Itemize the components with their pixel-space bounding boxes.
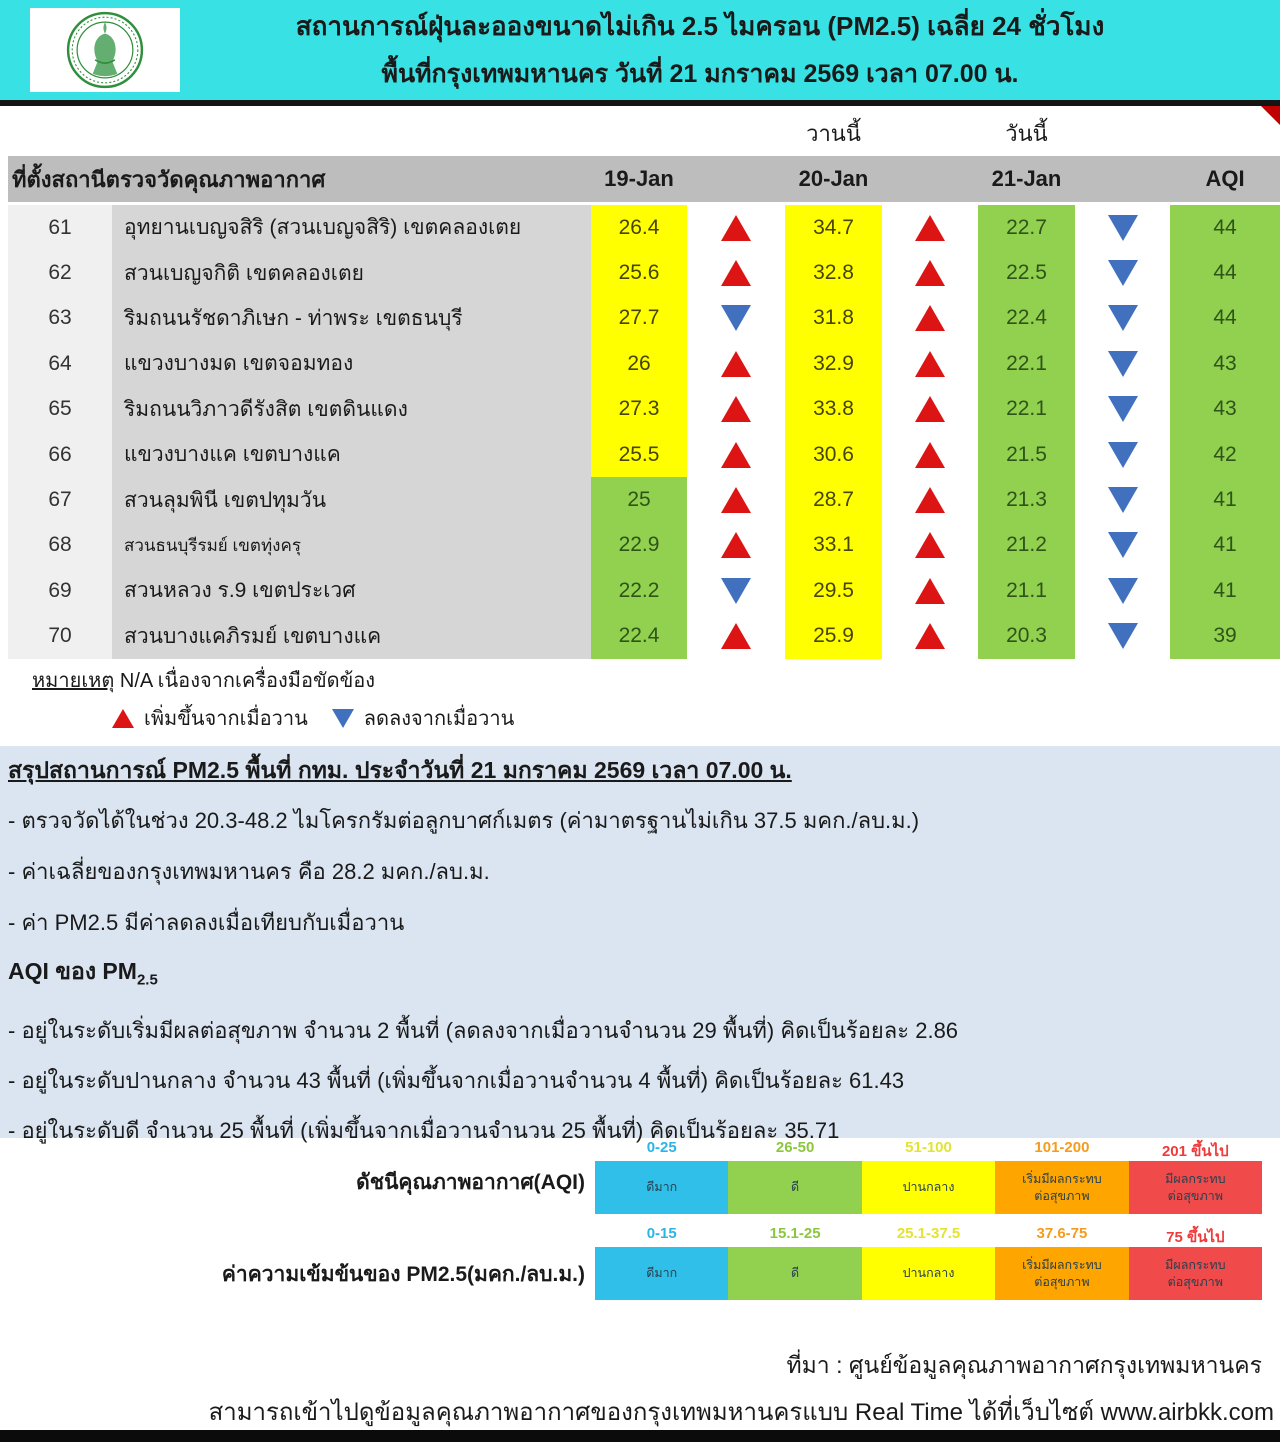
scale-range-label: 15.1-25 bbox=[769, 1225, 821, 1242]
report-title-line2: พื้นที่กรุงเทพมหานคร วันที่ 21 มกราคม 2569 เวลา 07.00 น. bbox=[381, 59, 1019, 88]
scale-segment: ปานกลาง bbox=[862, 1161, 995, 1214]
down-triangle-icon bbox=[1108, 260, 1138, 286]
aqi-value: 43 bbox=[1170, 341, 1280, 386]
station-number: 68 bbox=[8, 523, 112, 568]
up-triangle-icon bbox=[721, 487, 751, 513]
legend-up-label: เพิ่มขึ้นจากเมื่อวาน bbox=[144, 708, 308, 730]
up-triangle-icon bbox=[915, 487, 945, 513]
table-row bbox=[8, 523, 1280, 568]
aqi-bullet-3: - อยู่ในระดับดี จำนวน 25 พื้นที่ (เพิ่มขึ้นจากเมื่อวานจำนวน 25 พื้นที่) คิดเป็นร้อยละ 35.71 bbox=[8, 1117, 840, 1143]
column-header-21jan: 21-Jan bbox=[991, 166, 1062, 191]
up-triangle-icon bbox=[915, 578, 945, 604]
value-21jan: 21.2 bbox=[978, 523, 1075, 568]
scale-segment: ดี bbox=[728, 1247, 861, 1300]
value-19jan: 22.9 bbox=[591, 523, 687, 568]
value-19jan: 25.5 bbox=[591, 432, 687, 477]
pm25-scale-label: ค่าความเข้มข้นของ PM2.5(มคก./ลบ.ม.) bbox=[221, 1263, 585, 1286]
summary-panel bbox=[0, 746, 1280, 1143]
down-triangle-icon bbox=[1108, 305, 1138, 331]
note-text: N/A เนื่องจากเครื่องมือขัดข้อง bbox=[114, 670, 376, 692]
station-number: 70 bbox=[8, 614, 112, 659]
down-triangle-icon bbox=[1108, 351, 1138, 377]
scale-range-label: 0-15 bbox=[646, 1225, 677, 1242]
down-triangle-icon bbox=[1108, 532, 1138, 558]
scale-segment: ดี bbox=[728, 1161, 861, 1214]
scale-segment: เริ่มมีผลกระทบ ต่อสุขภาพ bbox=[995, 1247, 1128, 1300]
value-21jan: 22.7 bbox=[978, 205, 1075, 250]
down-triangle-icon bbox=[1108, 578, 1138, 604]
station-name: สวนหลวง ร.9 เขตประเวศ bbox=[112, 568, 591, 613]
station-number: 65 bbox=[8, 387, 112, 432]
down-triangle-icon bbox=[1108, 487, 1138, 513]
column-header-20jan: 20-Jan bbox=[798, 166, 869, 191]
scale-range-label: 75 ขึ้นไป bbox=[1166, 1229, 1225, 1246]
down-triangle-icon bbox=[1108, 623, 1138, 649]
value-21jan: 22.4 bbox=[978, 296, 1075, 341]
value-19jan: 22.2 bbox=[591, 568, 687, 613]
scale-range-label: 101-200 bbox=[1034, 1139, 1090, 1156]
down-triangle-icon bbox=[1108, 396, 1138, 422]
column-header-station: ที่ตั้งสถานีตรวจวัดคุณภาพอากาศ bbox=[12, 166, 326, 192]
station-name: แขวงบางมด เขตจอมทอง bbox=[112, 341, 591, 386]
table-row bbox=[8, 205, 1280, 250]
scale-range-label: 25.1-37.5 bbox=[896, 1225, 961, 1242]
aqi-section-heading: AQI ของ $PM_{2.5}$ bbox=[8, 958, 158, 989]
table-row bbox=[8, 432, 1280, 477]
up-triangle-icon bbox=[915, 396, 945, 422]
value-19jan: 25.6 bbox=[591, 250, 687, 295]
scale-segment: เริ่มมีผลกระทบ ต่อสุขภาพ bbox=[995, 1161, 1128, 1214]
summary-bullet-1: - ตรวจวัดได้ในช่วง 20.3-48.2 ไมโครกรัมต่อลูกบาศก์เมตร (ค่ามาตรฐานไม่เกิน 37.5 มคก./ลบ.ม.) bbox=[8, 808, 920, 833]
table-row bbox=[8, 250, 1280, 295]
aqi-value: 44 bbox=[1170, 296, 1280, 341]
up-triangle-icon bbox=[915, 260, 945, 286]
value-20jan: 33.1 bbox=[785, 523, 882, 568]
day-super-header-row bbox=[8, 112, 1280, 154]
station-name: อุทยานเบญจสิริ (สวนเบญจสิริ) เขตคลองเตย bbox=[112, 205, 591, 250]
up-triangle-icon bbox=[915, 442, 945, 468]
scale-range-label: 51-100 bbox=[905, 1139, 952, 1156]
station-name: ริมถนนวิภาวดีรังสิต เขตดินแดง bbox=[112, 387, 591, 432]
up-triangle-icon bbox=[915, 305, 945, 331]
aqi-value: 43 bbox=[1170, 387, 1280, 432]
scale-range-label: 26-50 bbox=[775, 1139, 815, 1156]
value-20jan: 31.8 bbox=[785, 296, 882, 341]
value-20jan: 32.8 bbox=[785, 250, 882, 295]
station-name: ริมถนนรัชดาภิเษก - ท่าพระ เขตธนบุรี bbox=[112, 296, 591, 341]
note-label: หมายเหตุ bbox=[32, 670, 115, 692]
station-number: 63 bbox=[8, 296, 112, 341]
value-20jan: 34.7 bbox=[785, 205, 882, 250]
station-name: สวนลุมพินี เขตปทุมวัน bbox=[112, 477, 591, 522]
note-line bbox=[32, 664, 375, 696]
aqi-bullet-1: - อยู่ในระดับเริ่มมีผลต่อสุขภาพ จำนวน 2 พื้นที่ (ลดลงจากเมื่อวานจำนวน 29 พื้นที่) คิดเป็นร้อยละ 2.86 bbox=[8, 1017, 959, 1043]
station-number: 62 bbox=[8, 250, 112, 295]
legend-down-label: ลดลงจากเมื่อวาน bbox=[363, 708, 515, 730]
value-19jan: 27.3 bbox=[591, 387, 687, 432]
aqi-value: 39 bbox=[1170, 614, 1280, 659]
scale-segment: ปานกลาง bbox=[862, 1247, 995, 1300]
scale-range-label: 0-25 bbox=[646, 1139, 677, 1156]
value-20jan: 25.9 bbox=[785, 614, 882, 659]
table-row bbox=[8, 614, 1280, 659]
scale-range-label: 37.6-75 bbox=[1036, 1225, 1088, 1242]
value-19jan: 25 bbox=[591, 477, 687, 522]
value-19jan: 27.7 bbox=[591, 296, 687, 341]
aqi-bullet-2: - อยู่ในระดับปานกลาง จำนวน 43 พื้นที่ (เพิ่มขึ้นจากเมื่อวานจำนวน 4 พื้นที่) คิดเป็นร้อยละ 61.43 bbox=[8, 1067, 905, 1093]
scale-range-label: 201 ขึ้นไป bbox=[1161, 1143, 1229, 1160]
up-triangle-icon bbox=[721, 442, 751, 468]
station-number: 67 bbox=[8, 477, 112, 522]
down-triangle-icon bbox=[332, 709, 354, 728]
aqi-value: 44 bbox=[1170, 250, 1280, 295]
value-20jan: 30.6 bbox=[785, 432, 882, 477]
column-header-aqi: AQI bbox=[1205, 166, 1245, 191]
scale-segment: ดีมาก bbox=[595, 1247, 728, 1300]
aqi-value: 41 bbox=[1170, 477, 1280, 522]
value-21jan: 20.3 bbox=[978, 614, 1075, 659]
up-triangle-icon bbox=[915, 215, 945, 241]
bottom-divider bbox=[0, 1430, 1280, 1442]
value-21jan: 21.1 bbox=[978, 568, 1075, 613]
down-triangle-icon bbox=[1108, 442, 1138, 468]
table-row bbox=[8, 387, 1280, 432]
value-21jan: 21.5 bbox=[978, 432, 1075, 477]
value-19jan: 22.4 bbox=[591, 614, 687, 659]
station-number: 66 bbox=[8, 432, 112, 477]
up-triangle-icon bbox=[721, 351, 751, 377]
table-row bbox=[8, 296, 1280, 341]
bma-seal-icon bbox=[64, 9, 146, 91]
up-triangle-icon bbox=[721, 260, 751, 286]
up-triangle-icon bbox=[915, 623, 945, 649]
aqi-value: 44 bbox=[1170, 205, 1280, 250]
trend-legend bbox=[112, 702, 514, 734]
label-today: วันนี้ bbox=[1005, 120, 1048, 146]
aqi-scale-ranges bbox=[595, 1139, 1262, 1161]
value-20jan: 29.5 bbox=[785, 568, 882, 613]
aqi-value: 41 bbox=[1170, 568, 1280, 613]
aqi-scale-label: ดัชนีคุณภาพอากาศ(AQI) bbox=[356, 1171, 585, 1194]
station-number: 64 bbox=[8, 341, 112, 386]
value-20jan: 28.7 bbox=[785, 477, 882, 522]
summary-bullet-2: - ค่าเฉลี่ยของกรุงเทพมหานคร คือ 28.2 มคก./ลบ.ม. bbox=[8, 859, 490, 884]
down-triangle-icon bbox=[721, 578, 751, 604]
table-header-row bbox=[8, 156, 1280, 202]
station-name: สวนธนบุรีรมย์ เขตทุ่งครุ bbox=[112, 523, 591, 568]
up-triangle-icon bbox=[721, 532, 751, 558]
aqi-value: 41 bbox=[1170, 523, 1280, 568]
summary-title: สรุปสถานการณ์ PM2.5 พื้นที่ กทม. ประจำวันที่ 21 มกราคม 2569 เวลา 07.00 น. bbox=[8, 757, 792, 783]
summary-bullet-3: - ค่า PM2.5 มีค่าลดลงเมื่อเทียบกับเมื่อวาน bbox=[8, 910, 405, 935]
down-triangle-icon bbox=[721, 305, 751, 331]
down-triangle-icon bbox=[1108, 215, 1138, 241]
value-19jan: 26.4 bbox=[591, 205, 687, 250]
station-number: 69 bbox=[8, 568, 112, 613]
table-row bbox=[8, 477, 1280, 522]
up-triangle-icon bbox=[721, 215, 751, 241]
value-19jan: 26 bbox=[591, 341, 687, 386]
column-header-19jan: 19-Jan bbox=[604, 166, 674, 191]
scale-segment: มีผลกระทบ ต่อสุขภาพ bbox=[1129, 1247, 1262, 1300]
up-triangle-icon bbox=[721, 623, 751, 649]
scale-segment: ดีมาก bbox=[595, 1161, 728, 1214]
value-21jan: 22.1 bbox=[978, 387, 1075, 432]
station-number: 61 bbox=[8, 205, 112, 250]
value-21jan: 22.1 bbox=[978, 341, 1075, 386]
station-rows bbox=[8, 205, 1280, 659]
value-21jan: 22.5 bbox=[978, 250, 1075, 295]
station-name: สวนบางแคภิรมย์ เขตบางแค bbox=[112, 614, 591, 659]
value-20jan: 32.9 bbox=[785, 341, 882, 386]
value-20jan: 33.8 bbox=[785, 387, 882, 432]
table-row bbox=[8, 341, 1280, 386]
table-row bbox=[8, 568, 1280, 613]
up-triangle-icon bbox=[112, 709, 134, 728]
bma-logo-box bbox=[30, 8, 180, 92]
up-triangle-icon bbox=[915, 351, 945, 377]
label-yesterday: วานนี้ bbox=[806, 120, 861, 146]
up-triangle-icon bbox=[721, 396, 751, 422]
value-21jan: 21.3 bbox=[978, 477, 1075, 522]
realtime-info: สามารถเข้าไปดูข้อมูลคุณภาพอากาศของกรุงเทพมหานครแบบ Real Time ได้ที่เว็บไซต์ www.airbkk.com bbox=[208, 1399, 1274, 1426]
station-name: แขวงบางแค เขตบางแค bbox=[112, 432, 591, 477]
scale-segment: มีผลกระทบ ต่อสุขภาพ bbox=[1129, 1161, 1262, 1214]
pm25-scale-ranges bbox=[595, 1225, 1262, 1247]
aqi-value: 42 bbox=[1170, 432, 1280, 477]
pm25-scale-bar bbox=[595, 1247, 1262, 1300]
report-title-line1: สถานการณ์ฝุ่นละอองขนาดไม่เกิน 2.5 ไมครอน (PM2.5) เฉลี่ย 24 ชั่วโมง bbox=[295, 11, 1105, 42]
aqi-scale-bar bbox=[595, 1161, 1262, 1214]
station-name: สวนเบญจกิติ เขตคลองเตย bbox=[112, 250, 591, 295]
source-credit: ที่มา : ศูนย์ข้อมูลคุณภาพอากาศกรุงเทพมหานคร bbox=[786, 1352, 1262, 1378]
up-triangle-icon bbox=[915, 532, 945, 558]
banner-divider bbox=[0, 100, 1280, 106]
report-banner bbox=[0, 0, 1280, 100]
